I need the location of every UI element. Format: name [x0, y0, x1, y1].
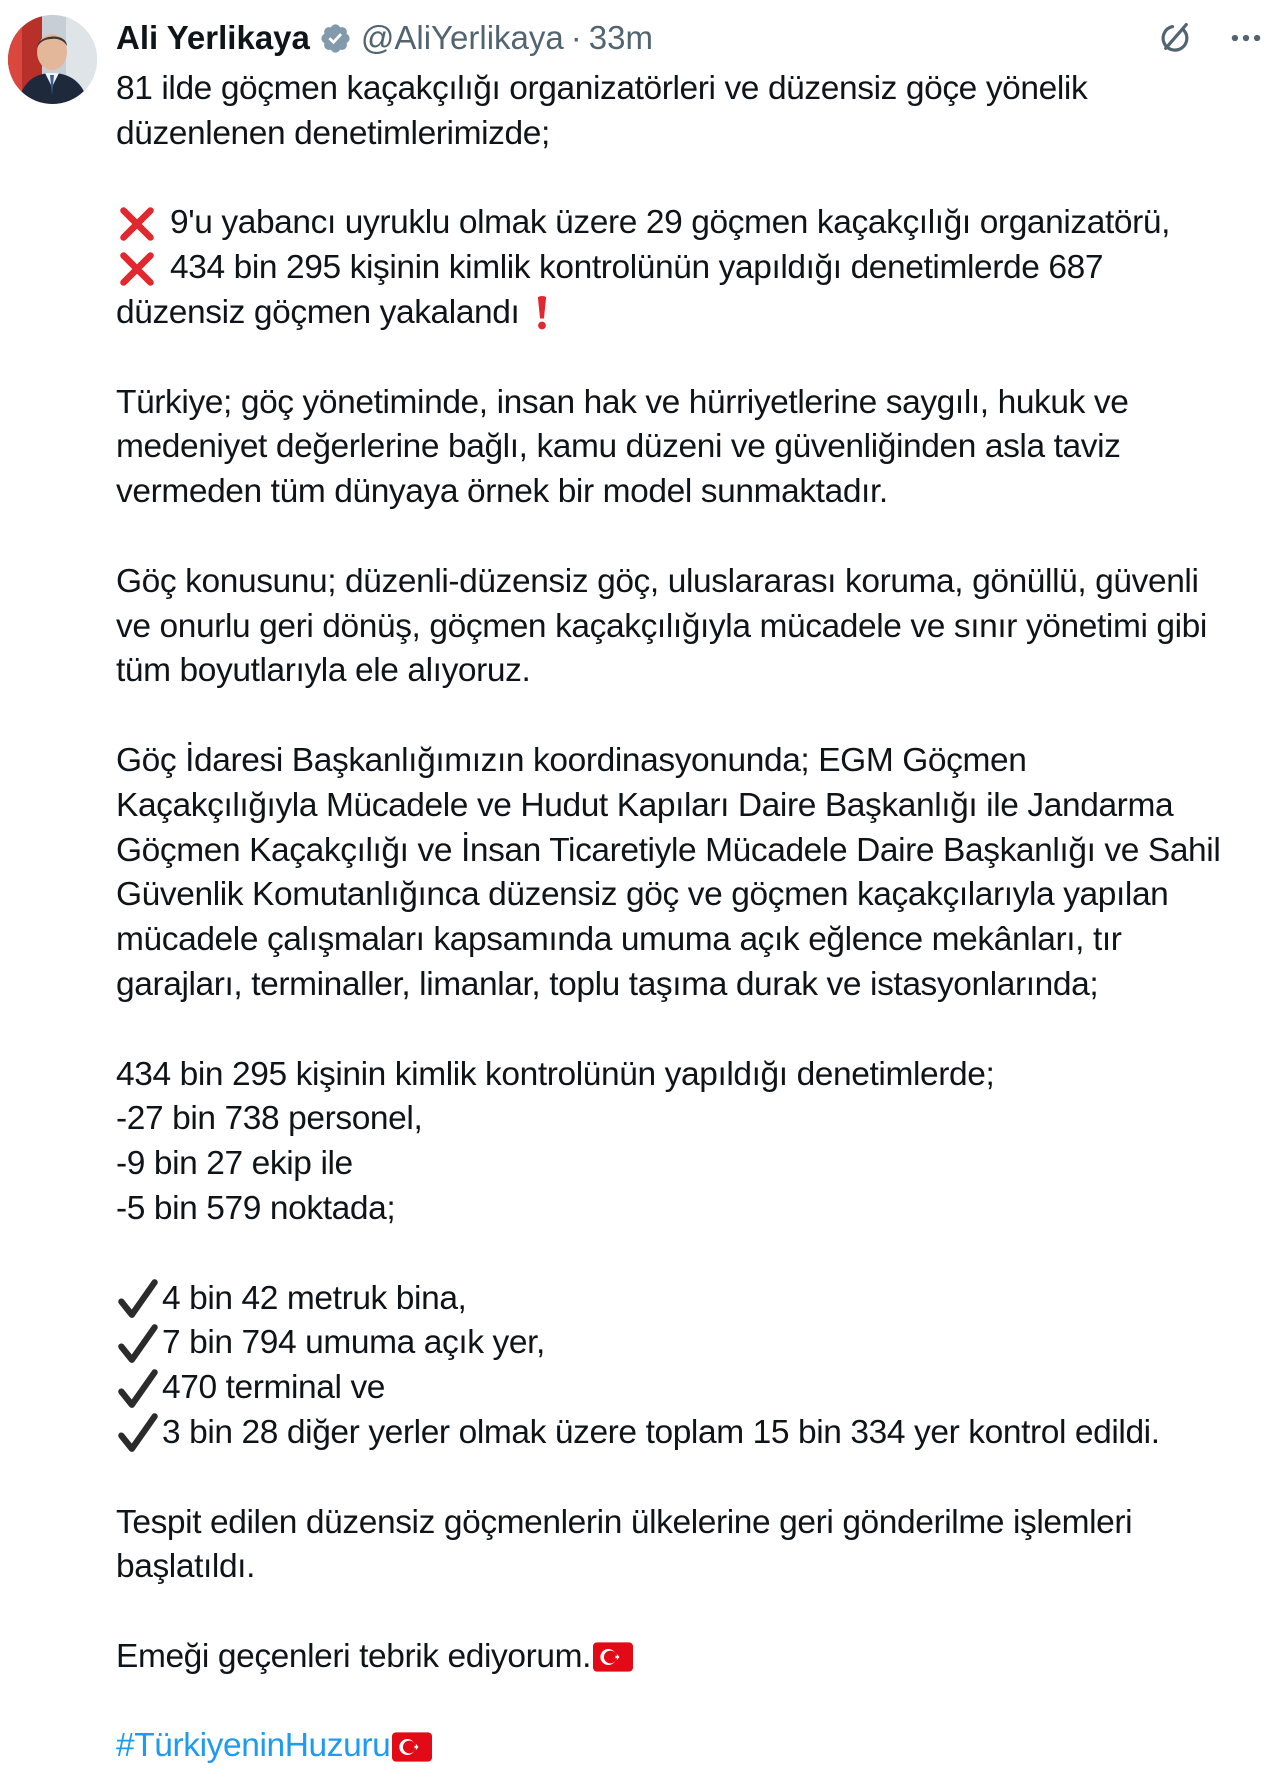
closing-text: Emeği geçenleri tebrik ediyorum. — [116, 1637, 592, 1675]
text-line: -27 bin 738 personel, — [116, 1100, 423, 1138]
check-text: 4 bin 42 metruk bina, — [162, 1279, 467, 1317]
check-text: 470 terminal ve — [162, 1369, 386, 1407]
x-bullet-line — [116, 246, 1268, 291]
text-line: düzenlenen denetimlerimizde; — [116, 114, 550, 152]
text-line: Kaçakçılığıyla Mücadele ve Hudut Kapıları Daire Başkanlığı ile Jandarma — [116, 786, 1174, 824]
author-handle[interactable]: @AliYerlikaya — [360, 19, 564, 56]
author-display-name[interactable]: Ali Yerlikaya — [116, 19, 310, 56]
turkey-flag-emoji-icon — [593, 1641, 633, 1673]
text-line — [116, 1635, 1268, 1680]
check-line — [116, 1321, 1268, 1366]
tweet-header — [116, 14, 653, 62]
text-line: vermeden tüm dünyaya örnek bir model sunmaktadır. — [116, 473, 888, 511]
text-line: başlatıldı. — [116, 1548, 255, 1586]
header-actions — [1156, 18, 1266, 58]
tweet-text — [116, 67, 1268, 1769]
check-text: 3 bin 28 diğer yerler olmak üzere toplam 15 bin 334 yer kontrol edildi. — [162, 1413, 1160, 1451]
check-text: 7 bin 794 umuma açık yer, — [162, 1324, 545, 1362]
timestamp[interactable]: 33m — [588, 19, 653, 56]
text-line: Güvenlik Komutanlığınca düzensiz göç ve göçmen kaçakçılarıyla yapılan — [116, 876, 1169, 914]
more-dots-icon[interactable] — [1226, 18, 1266, 58]
x-bullet-line — [116, 201, 1268, 246]
text-line: Göç konusunu; düzenli-düzensiz göç, uluslararası koruma, gönüllü, güvenli — [116, 562, 1199, 600]
x-bullet-text: 9'u yabancı uyruklu olmak üzere 29 göçmen kaçakçılığı organizatörü, — [170, 204, 1171, 242]
heavy-check-emoji-icon — [116, 1411, 160, 1455]
check-line — [116, 1277, 1268, 1322]
text-line: Göç İdaresi Başkanlığımızın koordinasyonunda; EGM Göçmen — [116, 741, 1027, 779]
turkey-flag-emoji-icon — [392, 1731, 432, 1763]
heavy-check-emoji-icon — [116, 1367, 160, 1411]
cross-mark-emoji-icon — [116, 204, 158, 244]
text-line — [116, 291, 1268, 336]
x-bullet-text: 434 bin 295 kişinin kimlik kontrolünün yapıldığı denetimlerde 687 — [170, 249, 1104, 287]
text-line: -9 bin 27 ekip ile — [116, 1145, 353, 1183]
text-line: Göçmen Kaçakçılığı ve İnsan Ticaretiyle Mücadele Daire Başkanlığı ve Sahil — [116, 831, 1221, 869]
text-line: 434 bin 295 kişinin kimlik kontrolünün yapıldığı denetimlerde; — [116, 1055, 995, 1093]
text-line: mücadele çalışmaları kapsamında umuma açık eğlence mekânları, tır — [116, 921, 1122, 959]
text-line: medeniyet değerlerine bağlı, kamu düzeni ve güvenliğinden asla taviz — [116, 428, 1121, 466]
x-bullet-text: düzensiz göçmen yakalandı — [116, 293, 520, 331]
check-line — [116, 1366, 1268, 1411]
text-line: 81 ilde göçmen kaçakçılığı organizatörleri ve düzensiz göçe yönelik — [116, 70, 1088, 107]
cross-mark-emoji-icon — [116, 249, 158, 289]
red-exclamation-emoji-icon — [531, 293, 553, 333]
text-line: tüm boyutlarıyla ele alıyoruz. — [116, 652, 531, 690]
check-line — [116, 1411, 1268, 1456]
grok-icon[interactable] — [1156, 18, 1196, 58]
separator-dot: · — [570, 19, 582, 56]
heavy-check-emoji-icon — [116, 1277, 160, 1321]
text-line: ve onurlu geri dönüş, göçmen kaçakçılığıyla mücadele ve sınır yönetimi gibi — [116, 607, 1207, 645]
text-line: Türkiye; göç yönetiminde, insan hak ve hürriyetlerine saygılı, hukuk ve — [116, 383, 1129, 421]
hashtag-line — [116, 1724, 1268, 1769]
text-line: Tespit edilen düzensiz göçmenlerin ülkelerine geri gönderilme işlemleri — [116, 1503, 1133, 1541]
hashtag-link[interactable]: #TürkiyeninHuzuru — [116, 1727, 391, 1765]
text-line: -5 bin 579 noktada; — [116, 1189, 396, 1227]
avatar[interactable] — [8, 15, 97, 104]
heavy-check-emoji-icon — [116, 1322, 160, 1366]
verified-badge-icon — [319, 22, 352, 55]
portrait-avatar-icon — [8, 15, 97, 104]
text-line: garajları, terminaller, limanlar, toplu taşıma durak ve istasyonlarında; — [116, 965, 1099, 1003]
